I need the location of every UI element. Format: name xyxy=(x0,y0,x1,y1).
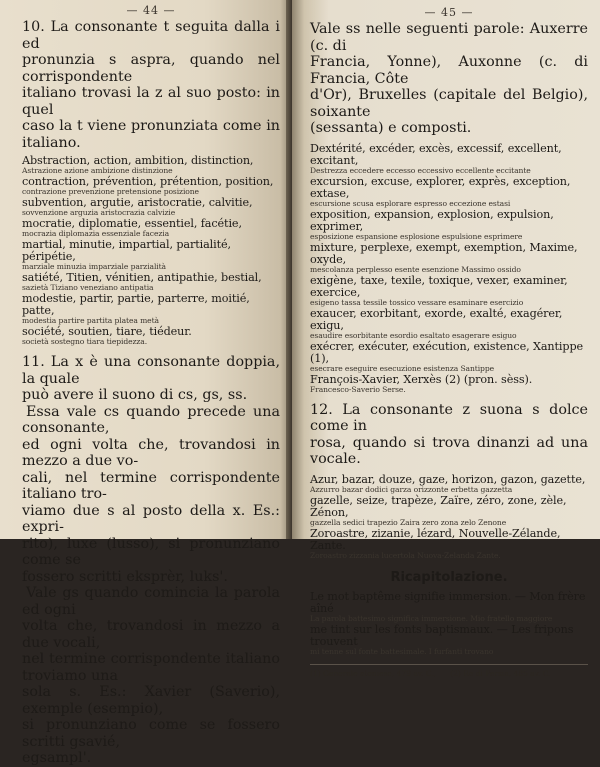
translation: Azzurro bazar dodici garza orizzonte erbetta gazzetta xyxy=(310,484,513,494)
word-pair xyxy=(310,624,588,656)
word-pair xyxy=(310,374,588,394)
french-words: Zoroastre, zizanie, lézard, Nouvelle-Zélande, Zante. xyxy=(310,526,561,552)
french-words: modestie, partir, partie, parterre, moitié, patte, xyxy=(22,292,250,317)
text-line: Essa vale cs quando precede una consonante, xyxy=(22,403,280,436)
french-sentence: me tint sur les fonts baptismaux. — Les fripons trouvent xyxy=(310,622,574,648)
translation: escursione scusa esplorare espresso eccezione estasi xyxy=(310,198,511,208)
french-words: martial, minutie, impartial, partialité, péripétie, xyxy=(22,238,232,263)
text-line: Francia, Yonne), Auxonne (c. di Francia, Côte xyxy=(310,54,588,87)
word-pair xyxy=(310,341,588,373)
footnote: (1) Generale ateniese, 479 av. C., xyxy=(310,668,437,678)
translation: esecrare eseguire esecuzione esistenza Santippe xyxy=(310,363,494,373)
translation: modestia partire partita platea metà xyxy=(22,316,159,325)
text-line: italiano trovasi la z al suo posto: in quel xyxy=(22,85,280,118)
text-line: fossero scritti eksprèr, luks'. xyxy=(22,568,228,585)
translation: Destrezza eccedere eccesso eccessivo eccellente eccitante xyxy=(310,165,531,175)
french-words: mixture, perplexe, exempt, exemption, Maxime, oxyde, xyxy=(310,240,578,266)
word-list-x xyxy=(310,143,588,394)
text-line: nel termine corrispondente italiano troviamo una xyxy=(22,651,280,684)
text-line: egsampl'. xyxy=(22,750,92,766)
text-line: volta che, trovandosi in mezzo a due vocali, xyxy=(22,618,280,651)
word-pair xyxy=(22,155,280,175)
translation: esaudire esorbitante esordio esaltato esagerare esiguo xyxy=(310,330,517,340)
word-pair xyxy=(310,591,588,623)
french-words: exécrer, exécuter, exécution, existence, Xantippe (1), xyxy=(310,339,584,365)
translation: Astrazione azione ambizione distinzione xyxy=(22,166,173,175)
french-words: mocratie, diplomatie, essentiel, facétie, xyxy=(22,217,242,230)
translation: Francesco-Saverio Serse. xyxy=(310,384,406,394)
text-line: rosa, quando si trova dinanzi ad una vocale. xyxy=(310,434,588,467)
translation: La parola battesimo significa immersione. Mio fratello maggiore xyxy=(310,613,553,623)
word-pair xyxy=(310,308,588,340)
french-words: excursion, excuse, explorer, exprès, exception, extase, xyxy=(310,174,571,200)
text-line: rito), luxe (lusso), si pronunziano come se xyxy=(22,535,280,568)
french-words: gazelle, seize, trapèze, Zaïre, zéro, zone, zèle, Zénon, xyxy=(310,493,567,519)
text-line: Vale gs quando comincia la parola ed ogni xyxy=(22,585,280,618)
word-pair xyxy=(22,239,280,271)
word-pair xyxy=(22,272,280,292)
footnote-divider xyxy=(310,664,588,665)
text-line: 10. La consonante t seguita dalla i ed xyxy=(22,19,280,52)
french-words: exigène, taxe, texile, toxique, vexer, examiner, exercice, xyxy=(310,273,568,299)
translation: marziale minuzia imparziale parzialità xyxy=(22,262,166,271)
french-words: subvention, argutie, aristocratie, calvitie, xyxy=(22,196,253,209)
word-pair xyxy=(310,275,588,307)
text-line: sola s. Es.: Xavier (Saverio), exemple (esempio), xyxy=(22,684,280,717)
text-line: viamo due s al posto della x. Es.: expri- xyxy=(22,502,280,535)
word-pair xyxy=(310,143,588,175)
french-words: Dextérité, excéder, excès, excessif, excellent, excitant, xyxy=(310,141,562,167)
word-pair xyxy=(22,197,280,217)
french-words: exaucer, exorbitant, exorde, exalté, exagérer, exigu, xyxy=(310,306,563,332)
text-line: ed ogni volta che, trovandosi in mezzo a due vo- xyxy=(22,436,280,469)
word-pair xyxy=(22,326,280,346)
translation: società sostegno tiara tiepidezza. xyxy=(22,337,148,346)
text-line: Vale ss nelle seguenti parole: Auxerre (c. di xyxy=(310,21,588,54)
page-number: — 45 — xyxy=(424,6,474,19)
page-number: — 44 — xyxy=(126,4,176,17)
footnotes xyxy=(310,669,588,679)
translation: Zoroastro zizzania lucertola Nuova-Zelanda Zante. xyxy=(310,550,501,560)
translation: mescolanza perplesso esente esenzione Massimo ossido xyxy=(310,264,521,274)
recap-text xyxy=(310,591,588,656)
translation: sovvenzione arguzia aristocrazia calvizie xyxy=(22,208,176,217)
french-words: satiété, Titien, vénitien, antipathie, bestial, xyxy=(22,271,262,284)
text-line: cali, nel termine corrispondente italiano tro- xyxy=(22,469,280,502)
section-10 xyxy=(22,19,280,346)
left-page xyxy=(0,0,292,766)
text-line: d'Or), Bruxelles (capitale del Belgio), soixante xyxy=(310,87,588,120)
word-pair xyxy=(22,218,280,238)
translation: esigeno tassa tessile tossico vessare esaminare esercizio xyxy=(310,297,524,307)
section-11 xyxy=(22,354,280,767)
word-pair xyxy=(310,474,588,494)
word-pair xyxy=(310,242,588,274)
translation: mocrazia diplomazia essenziale facezia xyxy=(22,229,170,238)
translation: mi tenne sul fonte battesimale. I furfanti trovano xyxy=(310,646,494,656)
french-words: Abstraction, action, ambition, distinction, xyxy=(22,154,254,167)
translation: gazzella sedici trapezio Zaira zero zona zelo Zenone xyxy=(310,517,507,527)
recap-heading: Ricapitolazione. xyxy=(390,569,508,585)
french-words: François-Xavier, Xerxès (2) (pron. sèss). xyxy=(310,372,533,386)
french-sentence: Le mot baptême signifie immersion. — Mon frère aîné xyxy=(310,589,586,615)
section-12 xyxy=(310,402,588,560)
translation: esposizione espansione esplosione espulsione esprimere xyxy=(310,231,523,241)
translation: contrazione prevenzione pretensione posizione xyxy=(22,187,199,196)
intro-ss xyxy=(310,21,588,137)
text-line: può avere il suono di cs, gs, ss. xyxy=(22,387,248,403)
word-pair xyxy=(310,209,588,241)
french-words: contraction, prévention, prétention, position, xyxy=(22,175,274,188)
word-pair xyxy=(310,176,588,208)
french-words: société, soutien, tiare, tiédeur. xyxy=(22,325,192,338)
text-line: 12. La consonante z suona s dolce come in xyxy=(310,401,588,434)
text-line: si pronunziano come se fossero scritti gsavié, xyxy=(22,717,280,750)
word-pair xyxy=(310,528,588,560)
text-line: 11. La x è una consonante doppia, la quale xyxy=(22,354,280,387)
right-page xyxy=(292,0,600,678)
footnote: (2) Re di Persia, 485 av. C. xyxy=(450,668,551,678)
word-pair xyxy=(22,176,280,196)
translation: sazietà Tiziano veneziano antipatia xyxy=(22,283,154,292)
word-pair xyxy=(310,495,588,527)
text-line: caso la t viene pronunziata come in italiano. xyxy=(22,118,280,151)
text-line: (sessanta) e composti. xyxy=(310,120,472,136)
french-words: exposition, expansion, explosion, expulsion, exprimer, xyxy=(310,207,554,233)
word-pair xyxy=(22,293,280,325)
text-line: pronunzia s aspra, quando nel corrispondente xyxy=(22,52,280,85)
french-words: Azur, bazar, douze, gaze, horizon, gazon, gazette, xyxy=(310,472,586,486)
